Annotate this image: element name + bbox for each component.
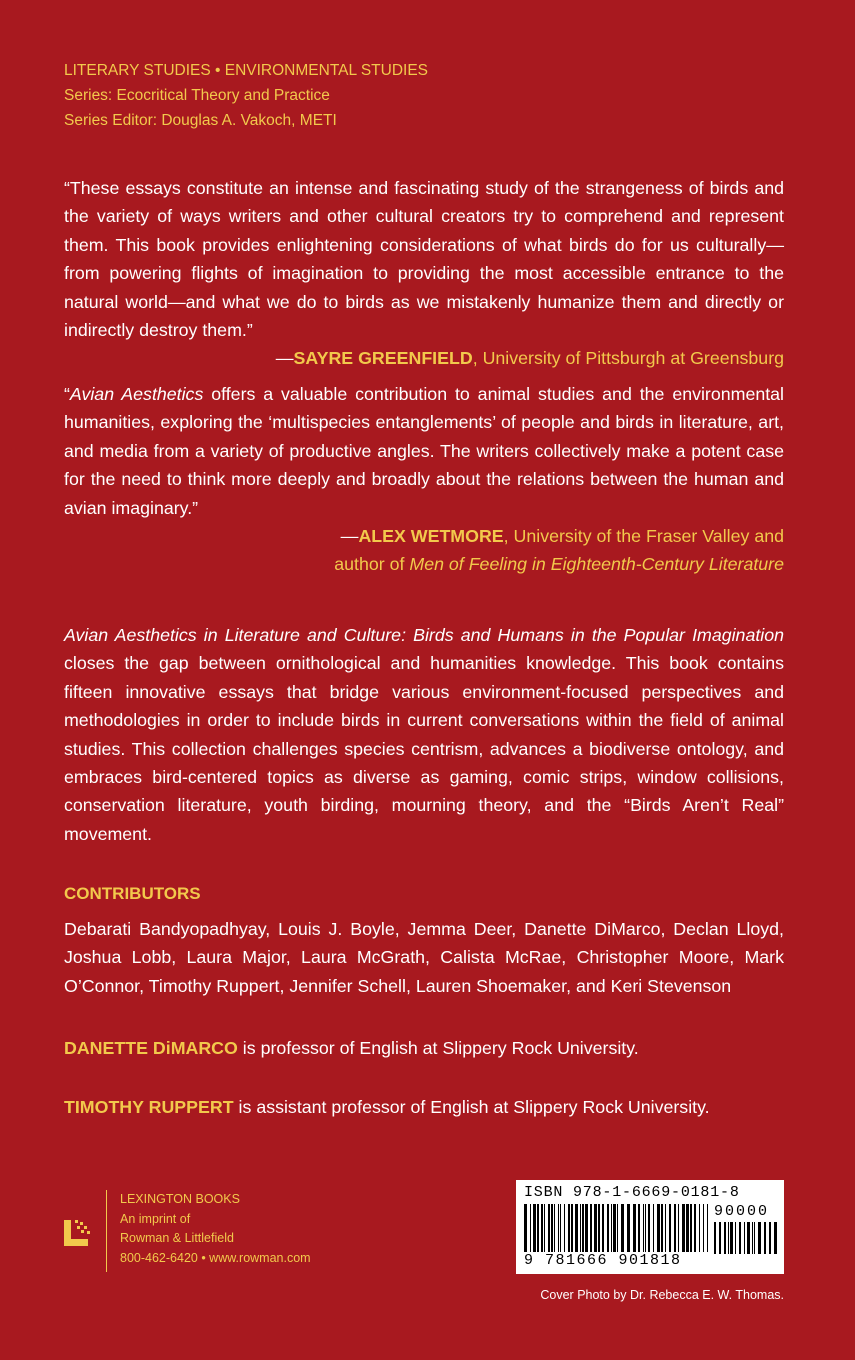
quote-1-attribution bbox=[64, 344, 784, 372]
series-header bbox=[64, 58, 428, 133]
quote-2-book-title: Avian Aesthetics bbox=[69, 384, 204, 404]
publisher-contact: 800-462-6420 • www.rowman.com bbox=[120, 1250, 311, 1265]
cover-photo-credit: Cover Photo by Dr. Rebecca E. W. Thomas. bbox=[540, 1288, 784, 1302]
bio-1-text: is professor of English at Slippery Rock University. bbox=[237, 1038, 639, 1058]
isbn-barcode bbox=[516, 1180, 784, 1274]
publisher-logo-icon bbox=[62, 1216, 96, 1250]
quote-1-affiliation: , University of Pittsburgh at Greensburg bbox=[472, 348, 784, 369]
addon-barcode-bars-icon bbox=[714, 1222, 778, 1254]
editor-bio-1 bbox=[64, 1034, 784, 1062]
book-description bbox=[64, 621, 784, 848]
quote-2-author-of bbox=[64, 550, 784, 578]
book-title: Avian Aesthetics in Literature and Culture: Birds and Humans in the Popular Imagination bbox=[64, 625, 784, 645]
quote-2-affiliation: , University of the Fraser Valley and bbox=[503, 526, 784, 547]
quote-2-dash: — bbox=[340, 526, 359, 547]
price-code: 90000 bbox=[714, 1203, 770, 1220]
series-name: Series: Ecocritical Theory and Practice bbox=[64, 87, 330, 104]
publisher-info bbox=[106, 1190, 360, 1272]
quote-2-author: ALEX WETMORE bbox=[358, 526, 504, 547]
quote-2-attribution bbox=[64, 522, 784, 550]
publisher-parent: Rowman & Littlefield bbox=[120, 1231, 234, 1245]
endorsement-quote-2 bbox=[64, 380, 784, 579]
author-of-label: author of bbox=[334, 554, 410, 575]
bio-2-text: is assistant professor of English at Slippery Rock University. bbox=[233, 1097, 710, 1117]
isbn-number: ISBN 978-1-6669-0181-8 bbox=[524, 1184, 740, 1201]
quote-2-text: offers a valuable contribution to animal studies and the environmental humanities, exploring the ‘multispecies entanglements’ of people and birds in literature, art, and media from a variety of productive angles. The writers collectively make a potent case for the need to think more deeply and broadly about the relations between the human and avian imaginary.” bbox=[64, 384, 785, 518]
endorsement-quote-1 bbox=[64, 174, 784, 373]
bio-2-name: TIMOTHY RUPPERT bbox=[64, 1097, 234, 1117]
quote-2-open: “ bbox=[64, 384, 70, 404]
quote-2-author-book: Men of Feeling in Eighteenth-Century Literature bbox=[409, 554, 784, 575]
quote-1-text: “These essays constitute an intense and fascinating study of the strangeness of birds and the variety of ways writers and other cultural creators try to comprehend and represent them. This book provides enlightening considerations of what birds do for us culturally—from powering flights of imagination to providing the most accessible entrance to the natural world—and what we do to birds as we mistakenly humanize them and directly or indirectly destroy them.” bbox=[64, 178, 784, 341]
publisher-name: LEXINGTON BOOKS bbox=[120, 1192, 240, 1206]
contributors-list: Debarati Bandyopadhyay, Louis J. Boyle, Jemma Deer, Danette DiMarco, Declan Lloyd, Joshua Lobb, Laura Major, Laura McGrath, Calista McRae, Christopher Moore, Mark O’Connor, Timothy Ruppert, Jennifer Schell, Lauren Shoemaker, and Keri Stevenson bbox=[64, 919, 784, 996]
ean-number: 9 781666 901818 bbox=[524, 1252, 682, 1269]
series-editor: Series Editor: Douglas A. Vakoch, METI bbox=[64, 112, 337, 129]
publisher-imprint: An imprint of bbox=[120, 1211, 191, 1226]
bio-1-name: DANETTE DiMARCO bbox=[64, 1038, 238, 1058]
subject-categories: LITERARY STUDIES • ENVIRONMENTAL STUDIES bbox=[64, 62, 429, 79]
description-text: closes the gap between ornithological and humanities knowledge. This book contains fifteen innovative essays that bridge various environment-focused perspectives and methodologies in order to include birds in current conversations within the field of animal studies. This collection challenges species centrism, advances a biodiverse ontology, and embraces bird-centered topics as diverse as gaming, comic strips, window collisions, conservation literature, youth birding, mourning theory, and the “Birds Aren’t Real” movement. bbox=[64, 653, 784, 844]
contributors-heading: CONTRIBUTORS bbox=[64, 884, 201, 903]
barcode-bars-icon bbox=[524, 1204, 710, 1252]
quote-1-author: SAYRE GREENFIELD bbox=[293, 348, 473, 369]
editor-bio-2 bbox=[64, 1093, 784, 1121]
quote-1-dash: — bbox=[275, 348, 294, 369]
